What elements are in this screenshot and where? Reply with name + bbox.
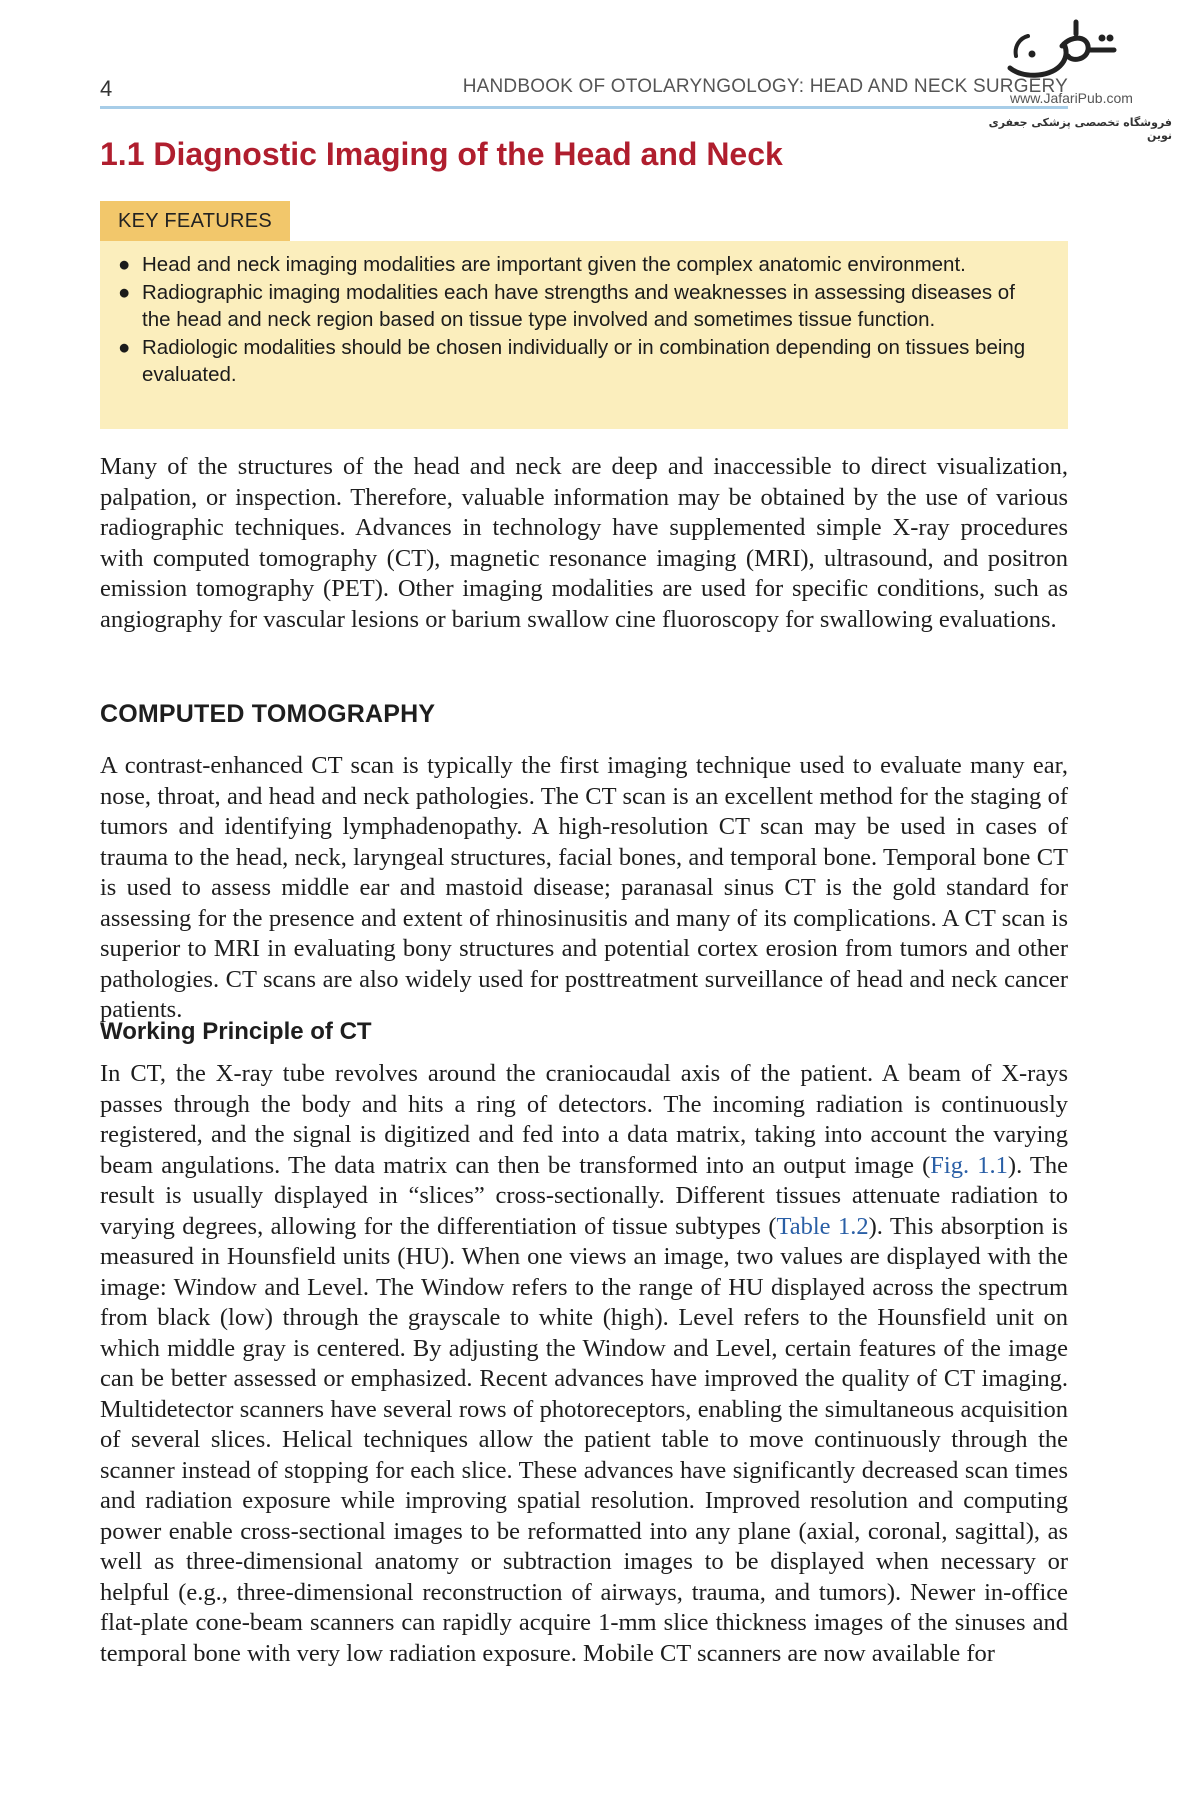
key-feature-item <box>118 251 1046 279</box>
paragraph-text: ). This absorption is measured in Hounsfield units (HU). When one views an image, two values are displayed with the image: Window and Level. The Window refers to the range of HU displayed across the spectrum from black (low) through the grayscale to white (high). Level refers to the Hounsfield unit on which middle gray is centered. By adjusting the Window and Level, certain features of the image can be better assessed or emphasized. Recent advances have improved the quality of CT imaging. Multidetector scanners have several rows of photoreceptors, enabling the simultaneous acquisition of several slices. Helical techniques allow the patient table to move continuously through the scanner instead of stopping for each slice. These advances have significantly decreased scan times and radiation exposure while improving spatial resolution. Improved resolution and computing power enable cross-sectional images to be reformatted into any plane (axial, coronal, sagittal), as well as three-dimensional anatomy or subtraction images to be displayed when necessary or helpful (e.g., three-dimensional reconstruction of airways, trauma, and tumors). Newer in-office flat-plate cone-beam scanners can rapidly acquire 1-mm slice thickness images of the sinuses and temporal bone with very low radiation exposure. Mobile CT scanners are now available for <box>100 1212 1068 1667</box>
key-feature-text: Radiologic modalities should be chosen individually or in combination depending on tissues being evaluated. <box>142 335 1026 386</box>
key-feature-item <box>118 279 1046 334</box>
working-principle-heading: Working Principle of CT <box>100 1018 372 1045</box>
publisher-url: www.JafariPub.com <box>1010 90 1133 106</box>
running-head-title: HANDBOOK OF OTOLARYNGOLOGY: HEAD AND NECK SURGERY <box>462 76 1068 97</box>
key-feature-item <box>118 334 1046 389</box>
figure-reference-link[interactable]: Fig. 1.1 <box>930 1151 1008 1179</box>
page-number: 4 <box>100 76 113 101</box>
working-principle-paragraph <box>100 1059 1068 1669</box>
bullet-icon: ● <box>118 335 131 359</box>
intro-paragraph: Many of the structures of the head and neck are deep and inaccessible to direct visualization, palpation, or inspection. Therefore, valuable information may be obtained by the use of various radiographic techniques. Advances in technology have supplemented simple X-ray procedures with computed tomography (CT), magnetic resonance imaging (MRI), ultrasound, and positron emission tomography (PET). Other imaging modalities are used for specific conditions, such as angiography for vascular lesions or barium swallow cine fluoroscopy for swallowing evaluations. <box>100 453 1068 633</box>
publisher-tagline: فروشگاه تخصصی پزشکی جعفری نوین <box>988 116 1172 142</box>
publisher-watermark <box>972 16 1172 142</box>
key-feature-text: Head and neck imaging modalities are important given the complex anatomic environment. <box>142 253 966 276</box>
paragraph-text: ). The result is usually displayed in “slices” cross-sectionally. Different tissues attenuate radiation to varying degrees, allowing for the differentiation of tissue subtypes ( <box>100 1151 1069 1240</box>
key-features-label: KEY FEATURES <box>100 201 290 241</box>
bullet-icon: ● <box>118 280 131 304</box>
bullet-icon: ● <box>118 253 131 276</box>
paragraph-text: In CT, the X-ray tube revolves around the craniocaudal axis of the patient. A beam of X-rays passes through the body and hits a ring of detectors. The incoming radiation is continuously registered, and the signal is digitized and fed into a data matrix, taking into account the varying beam angulations. The data matrix can then be transformed into an output image ( <box>100 1060 1068 1179</box>
ct-paragraph: A contrast-enhanced CT scan is typically the first imaging technique used to evaluate many ear, nose, throat, and head and neck pathologies. The CT scan is an excellent method for the staging of tumors and identifying lymphadenopathy. A high-resolution CT scan may be used in cases of trauma to the head, neck, laryngeal structures, facial bones, and temporal bone. Temporal bone CT is used to assess middle ear and mastoid disease; paranasal sinus CT is the gold standard for assessing for the presence and extent of rhinosinusitis and many of its complications. A CT scan is superior to MRI in evaluating bony structures and potential cortex erosion from tumors and other pathologies. CT scans are also widely used for posttreatment surveillance of head and neck cancer patients. <box>100 752 1068 1023</box>
ct-section-heading: COMPUTED TOMOGRAPHY <box>100 700 436 728</box>
key-features-list <box>118 251 1046 389</box>
header-rule <box>100 106 1068 109</box>
publisher-logo-icon <box>1002 16 1122 86</box>
section-title: 1.1 Diagnostic Imaging of the Head and Neck <box>100 136 783 172</box>
key-feature-text: Radiographic imaging modalities each have strengths and weaknesses in assessing diseases of the head and neck region based on tissue type involved and sometimes tissue function. <box>142 280 1015 331</box>
key-features-box <box>100 241 1068 429</box>
table-reference-link[interactable]: Table 1.2 <box>776 1212 869 1240</box>
